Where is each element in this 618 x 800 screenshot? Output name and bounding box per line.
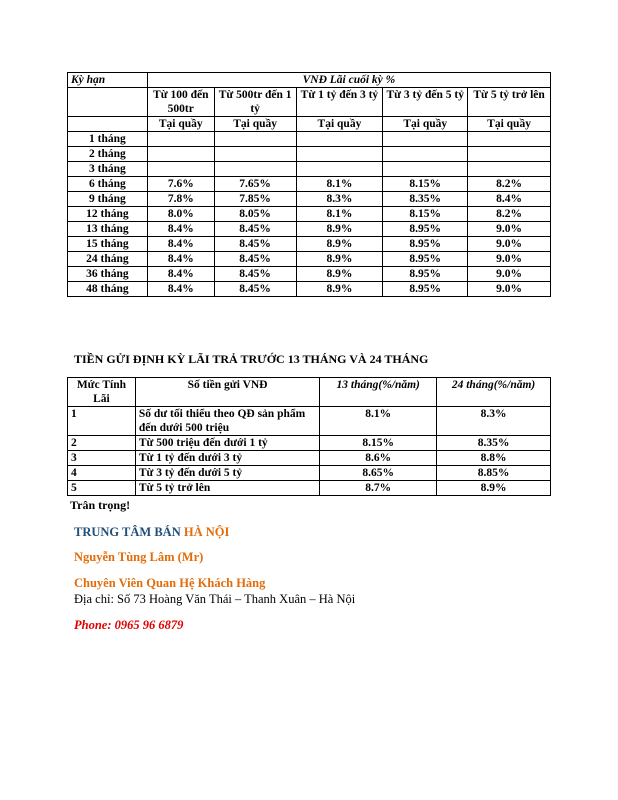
term-cell: 3 tháng (68, 162, 148, 177)
rate-cell: 8.05% (214, 207, 296, 222)
prepaid-13m-cell: 8.1% (320, 407, 437, 436)
prepaid-header-row (68, 378, 551, 407)
rate-row (68, 252, 551, 267)
rate-cell (147, 132, 214, 147)
term-cell: 12 tháng (68, 207, 148, 222)
rate-row (68, 222, 551, 237)
rate-cell: 8.95% (383, 267, 468, 282)
term-cell: 48 tháng (68, 282, 148, 297)
prepaid-amount-cell: Từ 5 tỷ trở lên (135, 481, 319, 496)
prepaid-24m-cell: 8.8% (437, 451, 551, 466)
prepaid-13m-cell: 8.7% (320, 481, 437, 496)
rate-cell: 8.1% (296, 177, 383, 192)
prepaid-amount-cell: Từ 1 tỷ đến dưới 3 tỷ (135, 451, 319, 466)
rate-cell: 8.95% (383, 237, 468, 252)
rate-cell: 7.6% (147, 177, 214, 192)
rate-row (68, 147, 551, 162)
prepaid-13m-cell: 8.6% (320, 451, 437, 466)
rate-cell: 9.0% (468, 267, 551, 282)
rate-cell: 8.4% (147, 282, 214, 297)
rate-cell: 8.4% (147, 267, 214, 282)
rate-cell (214, 147, 296, 162)
term-cell: 2 tháng (68, 147, 148, 162)
contact-name: Nguyễn Tùng Lâm (Mr) (74, 550, 204, 564)
term-cell: 36 tháng (68, 267, 148, 282)
tier-label-1: Từ 100 đến 500tr (147, 88, 214, 117)
prepaid-row (68, 466, 551, 481)
rate-cell (296, 132, 383, 147)
rate-cell: 7.8% (147, 192, 214, 207)
term-cell: 9 tháng (68, 192, 148, 207)
rate-row (68, 162, 551, 177)
tier-label-3: Từ 1 tỷ đến 3 tỷ (296, 88, 383, 117)
rate-row (68, 207, 551, 222)
rate-cell (383, 162, 468, 177)
prepaid-amount-cell: Từ 500 triệu đến dưới 1 tỷ (135, 436, 319, 451)
group-header: VNĐ Lãi cuối kỳ % (147, 73, 550, 88)
rate-cell: 9.0% (468, 222, 551, 237)
prepaid-interest-table (67, 377, 551, 496)
rate-cell (214, 162, 296, 177)
prepaid-24m-cell: 8.35% (437, 436, 551, 451)
prepaid-level-cell: 3 (68, 451, 136, 466)
tier-channel-3: Tại quầy (296, 117, 383, 132)
tier-label-5: Từ 5 tỷ trở lên (468, 88, 551, 117)
rate-cell (296, 162, 383, 177)
prepaid-header-24m: 24 tháng(%/năm) (437, 378, 551, 407)
contact-title: Chuyên Viên Quan Hệ Khách Hàng (74, 576, 266, 590)
rate-cell: 8.45% (214, 237, 296, 252)
rate-cell (296, 147, 383, 162)
prepaid-24m-cell: 8.85% (437, 466, 551, 481)
prepaid-header-level: Mức Tính Lãi (68, 378, 136, 407)
rate-cell (214, 132, 296, 147)
rate-cell (468, 147, 551, 162)
rate-cell: 8.45% (214, 267, 296, 282)
prepaid-level-cell: 5 (68, 481, 136, 496)
rate-cell (147, 147, 214, 162)
prepaid-row (68, 436, 551, 451)
rate-cell: 8.1% (296, 207, 383, 222)
rate-cell (147, 162, 214, 177)
rate-row (68, 267, 551, 282)
rate-row (68, 237, 551, 252)
tier-subheader-row (68, 117, 551, 132)
tier-channel-4: Tại quầy (383, 117, 468, 132)
sales-center-name (74, 525, 229, 540)
prepaid-13m-cell: 8.65% (320, 466, 437, 481)
rate-cell: 8.0% (147, 207, 214, 222)
rate-cell: 8.45% (214, 252, 296, 267)
rate-cell: 8.9% (296, 237, 383, 252)
prepaid-24m-cell: 8.9% (437, 481, 551, 496)
prepaid-table-body (68, 407, 551, 496)
rate-cell: 8.45% (214, 282, 296, 297)
interest-rate-table (67, 72, 551, 297)
rate-cell: 9.0% (468, 237, 551, 252)
rate-cell: 8.4% (147, 222, 214, 237)
prepaid-row (68, 481, 551, 496)
rate-row (68, 192, 551, 207)
rate-cell: 9.0% (468, 282, 551, 297)
term-cell: 1 tháng (68, 132, 148, 147)
rate-cell: 8.2% (468, 177, 551, 192)
rate-cell: 8.4% (147, 252, 214, 267)
contact-phone: Phone: 0965 96 6879 (74, 618, 184, 632)
prepaid-row (68, 451, 551, 466)
tier-header-row (68, 88, 551, 117)
tier-channel-2: Tại quầy (214, 117, 296, 132)
rate-cell: 8.2% (468, 207, 551, 222)
rate-cell (468, 162, 551, 177)
rate-cell: 8.45% (214, 222, 296, 237)
rate-table-body (68, 132, 551, 297)
prepaid-header-13m: 13 tháng(%/năm) (320, 378, 437, 407)
tier-label-2: Từ 500tr đến 1 tỷ (214, 88, 296, 117)
contact-address: Địa chỉ: Số 73 Hoàng Văn Thái – Thanh Xuân – Hà Nội (74, 592, 356, 606)
rate-cell: 8.9% (296, 222, 383, 237)
rate-cell: 8.15% (383, 207, 468, 222)
term-cell: 6 tháng (68, 177, 148, 192)
rate-row (68, 132, 551, 147)
rate-cell: 8.35% (383, 192, 468, 207)
rate-row (68, 177, 551, 192)
rate-cell: 7.65% (214, 177, 296, 192)
rate-cell (383, 147, 468, 162)
rate-cell: 8.95% (383, 282, 468, 297)
prepaid-header-amount: Số tiền gửi VNĐ (135, 378, 319, 407)
rate-cell: 8.95% (383, 252, 468, 267)
term-cell: 15 tháng (68, 237, 148, 252)
center-city: HÀ NỘI (183, 525, 230, 539)
center-prefix: TRUNG TÂM BÁN (74, 525, 184, 539)
rate-cell: 7.85% (214, 192, 296, 207)
rate-cell: 8.4% (147, 237, 214, 252)
prepaid-level-cell: 1 (68, 407, 136, 436)
term-header: Kỳ hạn (68, 73, 148, 88)
prepaid-24m-cell: 8.3% (437, 407, 551, 436)
closing-text: Trân trọng! (70, 498, 131, 512)
rate-cell (383, 132, 468, 147)
rate-cell: 8.15% (383, 177, 468, 192)
prepaid-row (68, 407, 551, 436)
prepaid-amount-cell: Từ 3 tỷ đến dưới 5 tỷ (135, 466, 319, 481)
rate-cell: 8.3% (296, 192, 383, 207)
tier-label-4: Từ 3 tỷ đến 5 tỷ (383, 88, 468, 117)
prepaid-13m-cell: 8.15% (320, 436, 437, 451)
rate-cell: 9.0% (468, 252, 551, 267)
term-cell: 13 tháng (68, 222, 148, 237)
rate-cell (468, 132, 551, 147)
tier-channel-1: Tại quầy (147, 117, 214, 132)
rate-cell: 8.9% (296, 252, 383, 267)
rate-cell: 8.9% (296, 282, 383, 297)
prepaid-level-cell: 4 (68, 466, 136, 481)
rate-row (68, 282, 551, 297)
tier-channel-5: Tại quầy (468, 117, 551, 132)
rate-cell: 8.95% (383, 222, 468, 237)
rate-cell: 8.4% (468, 192, 551, 207)
prepaid-amount-cell: Số dư tối thiểu theo QĐ sản phẩm đến dưới 500 triệu (135, 407, 319, 436)
term-cell: 24 tháng (68, 252, 148, 267)
section-title: TIỀN GỬI ĐỊNH KỲ LÃI TRẢ TRƯỚC 13 THÁNG VÀ 24 THÁNG (74, 352, 429, 366)
rate-cell: 8.9% (296, 267, 383, 282)
prepaid-level-cell: 2 (68, 436, 136, 451)
